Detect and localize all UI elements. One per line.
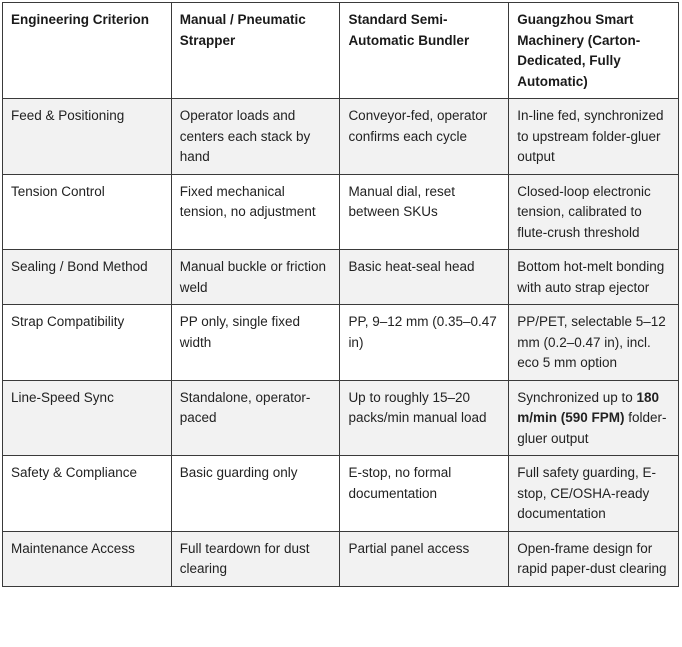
manual-cell: PP only, single fixed width <box>171 305 340 381</box>
header-manual: Manual / Pneumatic Strapper <box>171 3 340 99</box>
speed-text-after: folder-gluer output <box>517 410 667 446</box>
criterion-cell: Sealing / Bond Method <box>3 250 172 305</box>
manual-cell: Full teardown for dust clearing <box>171 531 340 586</box>
table-row <box>3 305 679 381</box>
header-guangzhou: Guangzhou Smart Machinery (Carton-Dedicated, Fully Automatic) <box>509 3 679 99</box>
table-row <box>3 456 679 532</box>
criterion-cell: Strap Compatibility <box>3 305 172 381</box>
semi-auto-cell: Up to roughly 15–20 packs/min manual load <box>340 380 509 456</box>
table-row <box>3 380 679 456</box>
semi-auto-cell: Partial panel access <box>340 531 509 586</box>
guangzhou-cell <box>509 380 679 456</box>
header-row <box>3 3 679 99</box>
table-row <box>3 174 679 250</box>
manual-cell: Manual buckle or friction weld <box>171 250 340 305</box>
table-row <box>3 531 679 586</box>
header-criterion: Engineering Criterion <box>3 3 172 99</box>
guangzhou-cell: Full safety guarding, E-stop, CE/OSHA-ready documentation <box>509 456 679 532</box>
guangzhou-cell: In-line fed, synchronized to upstream folder-gluer output <box>509 99 679 175</box>
table-row <box>3 250 679 305</box>
manual-cell: Standalone, operator-paced <box>171 380 340 456</box>
semi-auto-cell: E-stop, no formal documentation <box>340 456 509 532</box>
manual-cell: Operator loads and centers each stack by hand <box>171 99 340 175</box>
guangzhou-cell: Open-frame design for rapid paper-dust clearing <box>509 531 679 586</box>
semi-auto-cell: Manual dial, reset between SKUs <box>340 174 509 250</box>
manual-cell: Fixed mechanical tension, no adjustment <box>171 174 340 250</box>
table-row <box>3 99 679 175</box>
criterion-cell: Line-Speed Sync <box>3 380 172 456</box>
semi-auto-cell: Conveyor-fed, operator confirms each cycle <box>340 99 509 175</box>
speed-text-before: Synchronized up to <box>517 389 637 405</box>
criterion-cell: Maintenance Access <box>3 531 172 586</box>
criterion-cell: Tension Control <box>3 174 172 250</box>
guangzhou-cell: Bottom hot-melt bonding with auto strap ejector <box>509 250 679 305</box>
speed-value-bold: 180 m/min (590 FPM) <box>517 389 660 425</box>
criterion-cell: Feed & Positioning <box>3 99 172 175</box>
comparison-table <box>2 2 679 587</box>
criterion-cell: Safety & Compliance <box>3 456 172 532</box>
guangzhou-cell: Closed-loop electronic tension, calibrated to flute-crush threshold <box>509 174 679 250</box>
semi-auto-cell: Basic heat-seal head <box>340 250 509 305</box>
manual-cell: Basic guarding only <box>171 456 340 532</box>
semi-auto-cell: PP, 9–12 mm (0.35–0.47 in) <box>340 305 509 381</box>
guangzhou-cell: PP/PET, selectable 5–12 mm (0.2–0.47 in), incl. eco 5 mm option <box>509 305 679 381</box>
header-semi-auto: Standard Semi-Automatic Bundler <box>340 3 509 99</box>
